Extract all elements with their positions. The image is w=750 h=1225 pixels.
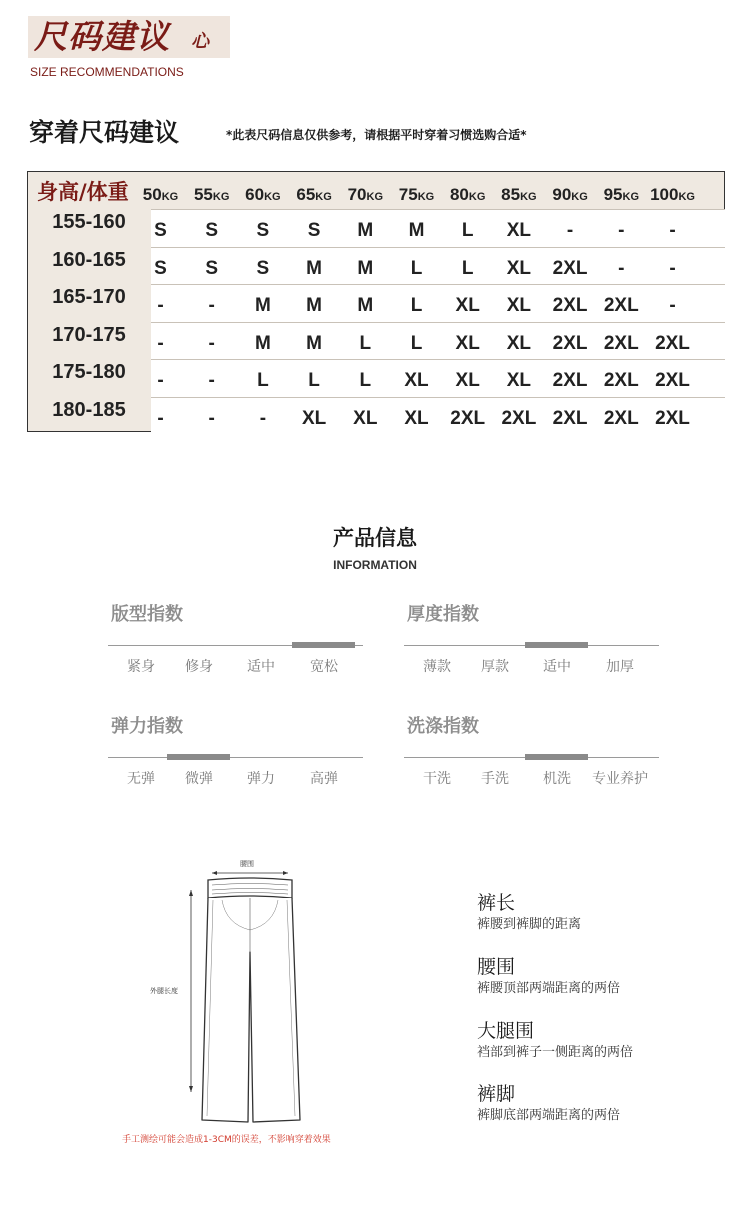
size-cell: 2XL <box>603 295 639 316</box>
definition-term: 腰围 <box>477 956 516 978</box>
size-cell: 2XL <box>655 332 690 354</box>
size-cell: XL <box>506 370 532 391</box>
index-option: 专业养护 <box>592 771 648 787</box>
weight-header-60 <box>237 172 288 209</box>
index-option: 适中 <box>543 659 571 675</box>
height-label-165-170: 165-170 <box>52 286 126 308</box>
index-scale-line <box>108 757 363 758</box>
waist-label: 腰围 <box>240 860 254 868</box>
index-title: 弹力指数 <box>111 716 183 737</box>
size-row-170-175 <box>151 322 725 360</box>
size-cell: 2XL <box>603 407 639 429</box>
size-cell: 2XL <box>603 370 639 391</box>
size-section-note: *此表尺码信息仅供参考，请根据平时穿着习惯选购合适* <box>226 128 527 142</box>
size-row-180-185 <box>151 397 725 433</box>
weight-header-70 <box>340 172 391 209</box>
size-row-160-165 <box>151 247 725 285</box>
size-cell: 2XL <box>450 407 486 429</box>
index-selected-marker <box>292 642 355 648</box>
header-subtitle: SIZE RECOMMENDATIONS <box>30 65 184 79</box>
size-cell: XL <box>506 220 532 241</box>
weight-value: 50 <box>142 185 162 204</box>
definition-text: 裤腰到裤脚的距离 <box>477 917 582 932</box>
index-option: 紧身 <box>127 659 155 675</box>
weight-header-95 <box>596 172 647 209</box>
size-cell: XL <box>353 407 378 429</box>
index-option: 弹力 <box>247 771 275 787</box>
size-cell: 2XL <box>603 332 639 354</box>
size-section-title: 穿着尺码建议 <box>29 118 180 147</box>
size-cell: L <box>359 370 372 391</box>
index-title: 版型指数 <box>111 604 183 625</box>
weight-unit: KG <box>315 191 332 203</box>
definition-text: 裤腰顶部两端距离的两倍 <box>477 981 621 996</box>
size-cell: - <box>157 332 164 354</box>
measurement-note: 手工测绘可能会造成1-3CM的误差，不影响穿着效果 <box>122 1135 331 1145</box>
weight-header-80 <box>442 172 493 209</box>
definition-text: 裤脚底部两端距离的两倍 <box>477 1108 621 1123</box>
weight-unit: KG <box>366 191 383 203</box>
index-option: 干洗 <box>423 771 451 787</box>
weight-value: 95 <box>603 185 623 204</box>
weight-value: 55 <box>193 185 213 204</box>
size-cell: XL <box>301 407 327 429</box>
size-cell: 2XL <box>501 407 537 429</box>
size-cell: - <box>669 220 676 241</box>
size-cell: 2XL <box>552 295 588 316</box>
size-cell: L <box>410 257 423 279</box>
index-option: 微弹 <box>185 771 213 787</box>
size-cell: - <box>157 370 164 391</box>
weight-value: 90 <box>552 185 572 204</box>
size-cell: M <box>306 295 322 316</box>
size-cell: S <box>154 220 167 241</box>
height-label-175-180: 175-180 <box>52 361 126 383</box>
size-cell: S <box>205 257 219 279</box>
size-cell: XL <box>455 370 480 391</box>
weight-value: 100 <box>650 185 679 204</box>
weight-header-65 <box>289 172 340 209</box>
weight-unit: KG <box>678 191 695 203</box>
size-cell: - <box>669 295 676 316</box>
size-cell: S <box>307 220 321 241</box>
index-selected-marker <box>525 642 588 648</box>
info-subtitle: INFORMATION <box>333 558 417 572</box>
size-cell: - <box>259 407 267 429</box>
waist-arrow-right <box>283 871 288 875</box>
size-cell: XL <box>404 407 429 429</box>
weight-unit: KG <box>571 191 588 203</box>
waist-arrow-left <box>212 871 217 875</box>
size-cell: M <box>254 295 271 316</box>
size-cell: S <box>256 257 270 279</box>
size-cell: - <box>208 295 215 316</box>
size-cell: XL <box>506 295 532 316</box>
pants-diagram <box>160 852 320 1132</box>
index-option: 宽松 <box>310 659 338 675</box>
header-title: 尺码建议 <box>34 17 170 56</box>
weight-header-55 <box>186 172 237 209</box>
weight-unit: KG <box>622 191 639 203</box>
size-cell: M <box>306 332 322 354</box>
size-row-175-180 <box>151 359 725 397</box>
outer-leg-arrow-top <box>189 890 193 896</box>
size-cell: 2XL <box>552 407 588 429</box>
index-option: 适中 <box>247 659 275 675</box>
definition-term: 裤长 <box>477 892 516 914</box>
definition-text: 裆部到裤子一侧距离的两倍 <box>477 1045 634 1060</box>
size-cell: M <box>306 257 322 279</box>
size-cell: M <box>357 295 374 316</box>
weight-header-90 <box>545 172 596 209</box>
weight-unit: KG <box>417 191 435 203</box>
size-cell: - <box>208 407 215 429</box>
outer-leg-arrow-bottom <box>189 1086 193 1092</box>
size-row-155-160 <box>151 209 725 247</box>
pants-outline <box>202 898 300 1122</box>
weight-value: 75 <box>398 185 418 204</box>
size-cell: S <box>154 257 167 279</box>
size-cell: L <box>257 370 269 391</box>
weight-unit: KG <box>161 191 179 203</box>
index-option: 加厚 <box>606 659 634 675</box>
size-cell: XL <box>455 295 480 316</box>
index-option: 机洗 <box>543 771 571 787</box>
weight-value: 70 <box>347 185 367 204</box>
size-cell: - <box>618 220 625 241</box>
size-cell: - <box>157 407 164 429</box>
table-corner <box>28 172 150 209</box>
weight-value: 60 <box>245 185 265 204</box>
definition-term: 裤脚 <box>477 1083 516 1105</box>
index-option: 修身 <box>185 659 213 675</box>
size-cell: L <box>410 332 423 354</box>
height-label-170-175: 170-175 <box>52 323 126 346</box>
header-banner <box>28 16 230 58</box>
index-title: 洗涤指数 <box>407 716 479 737</box>
index-option: 无弹 <box>127 771 155 787</box>
weight-header-100 <box>647 172 698 209</box>
size-table <box>27 171 725 432</box>
size-cell: - <box>669 257 676 279</box>
index-option: 厚款 <box>481 659 509 675</box>
size-cell: - <box>208 370 215 391</box>
size-cell: M <box>357 257 374 279</box>
size-cell: 2XL <box>552 257 588 279</box>
height-label-160-165: 160-165 <box>52 248 126 271</box>
weight-header-85 <box>493 172 544 209</box>
size-cell: M <box>254 332 271 354</box>
size-cell: L <box>308 370 320 391</box>
size-cell: L <box>359 332 372 354</box>
size-row-165-170 <box>151 284 725 322</box>
index-option: 高弹 <box>310 771 338 787</box>
size-cell: XL <box>506 257 532 279</box>
size-cell: 2XL <box>552 332 588 354</box>
weight-unit: KG <box>212 191 230 203</box>
info-title: 产品信息 <box>333 526 417 550</box>
size-cell: S <box>256 220 270 241</box>
size-cell: - <box>157 295 164 316</box>
table-corner-label: 身高/体重 <box>37 180 129 204</box>
weight-unit: KG <box>264 191 281 203</box>
size-cell: XL <box>404 370 429 391</box>
size-cell: M <box>408 220 425 241</box>
index-selected-marker <box>525 754 588 760</box>
weight-header-75 <box>391 172 442 209</box>
size-cell: M <box>357 220 374 241</box>
weight-value: 85 <box>501 185 521 204</box>
index-option: 薄款 <box>423 659 451 675</box>
header-mark-icon: 心 <box>191 31 209 52</box>
size-cell: L <box>461 257 474 279</box>
size-cell: - <box>208 332 215 354</box>
size-cell: XL <box>455 332 480 354</box>
outer-leg-label: 外腿长度 <box>150 987 178 995</box>
weight-header-50 <box>135 172 186 209</box>
height-label-180-185: 180-185 <box>52 398 126 421</box>
size-cell: L <box>410 295 423 316</box>
size-cell: L <box>461 220 474 241</box>
index-selected-marker <box>167 754 230 760</box>
index-option: 手洗 <box>481 771 509 787</box>
weight-unit: KG <box>520 191 537 203</box>
size-cell: - <box>566 220 574 241</box>
size-cell: 2XL <box>655 407 690 429</box>
index-title: 厚度指数 <box>407 604 479 625</box>
weight-value: 80 <box>449 185 469 204</box>
size-cell: - <box>618 257 625 279</box>
pants-waistband <box>208 878 292 898</box>
weight-value: 65 <box>296 185 316 204</box>
size-cell: 2XL <box>655 370 690 391</box>
weight-unit: KG <box>468 191 486 203</box>
height-label-155-160: 155-160 <box>52 211 126 233</box>
size-cell: XL <box>506 332 532 354</box>
size-cell: 2XL <box>552 370 588 391</box>
definition-term: 大腿围 <box>477 1020 535 1042</box>
size-cell: S <box>205 220 219 241</box>
